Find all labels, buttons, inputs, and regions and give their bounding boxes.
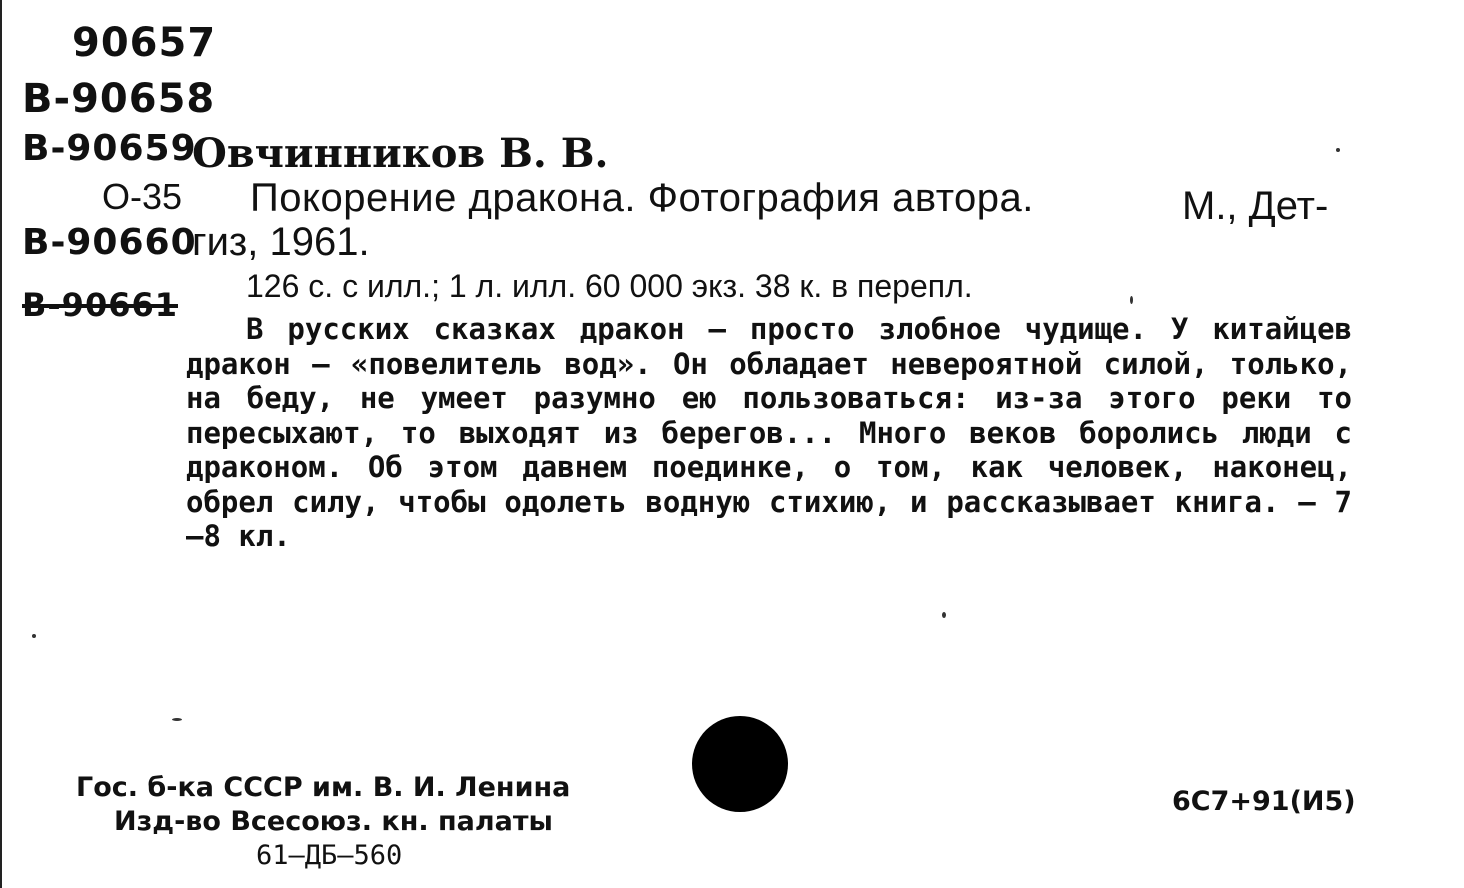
speck <box>172 718 182 721</box>
inventory-number-4: В-90660 <box>22 222 197 263</box>
inventory-number-2: В-90658 <box>22 76 216 122</box>
publisher-end: гиз, 1961. <box>192 220 370 264</box>
author: Овчинников В. В. <box>192 130 609 177</box>
card-number: 61—ДБ—560 <box>256 840 403 871</box>
speck <box>1336 148 1340 152</box>
punch-hole <box>692 716 788 812</box>
classification-index: 6С7+91(И5) <box>1172 786 1356 817</box>
speck <box>942 612 946 618</box>
annotation-text: В русских сказках дракон — просто злобное чудище. У китайцев дракон — «повелитель вод». Он обладает невероятной силой, только, на беду, не умеет разумно ею пользоваться: из-за этого реки то пересыхают, то выходят из берегов... Много веков боролись люди с драконом. Об этом давнем поединке, о том, как человек, наконец, обрел силу, чтобы одолеть водную стихию, и рассказывает книга. — 7—8 кл. <box>186 312 1352 553</box>
publisher-name: Изд-во Всесоюз. кн. палаты <box>114 806 553 837</box>
book-title: Покорение дракона. Фотография автора. <box>250 176 1034 220</box>
inventory-number-5: В-90661 <box>22 286 178 324</box>
annotation <box>186 312 1352 554</box>
library-name: Гос. б-ка СССР им. В. И. Ленина <box>76 772 571 803</box>
speck <box>1130 296 1133 304</box>
publisher-start: М., Дет- <box>1182 184 1329 228</box>
collation: 126 с. с илл.; 1 л. илл. 60 000 экз. 38 к. в перепл. <box>246 268 973 304</box>
inventory-number-3: В-90659 <box>22 128 197 169</box>
classification-code: О-35 <box>102 176 183 217</box>
speck <box>32 634 36 638</box>
inventory-number-1: 90657 <box>72 20 217 66</box>
